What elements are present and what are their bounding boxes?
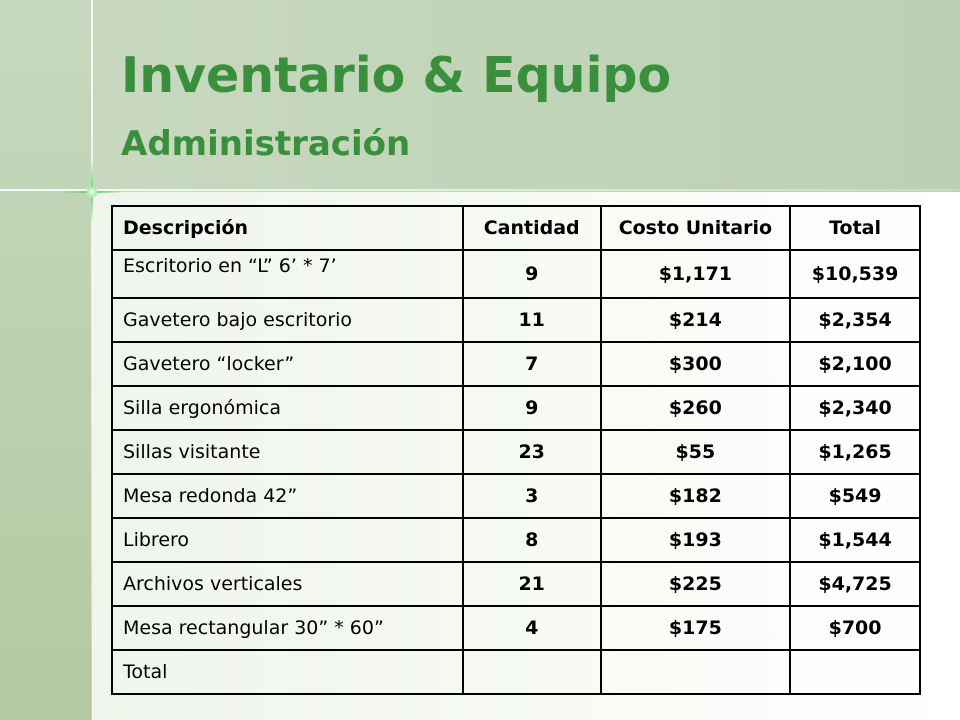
cell-total: $10,539 xyxy=(790,250,920,298)
cell-costo xyxy=(601,650,791,694)
cell-total: $2,100 xyxy=(790,342,920,386)
cell-cantidad: 8 xyxy=(463,518,601,562)
cell-costo: $55 xyxy=(601,430,791,474)
cell-costo: $225 xyxy=(601,562,791,606)
table-row xyxy=(112,474,920,518)
table-row xyxy=(112,562,920,606)
cell-descripcion: Mesa redonda 42” xyxy=(112,474,463,518)
cell-cantidad: 7 xyxy=(463,342,601,386)
table-row xyxy=(112,518,920,562)
cell-total: $1,265 xyxy=(790,430,920,474)
cell-descripcion: Gavetero “locker” xyxy=(112,342,463,386)
inventory-table xyxy=(111,205,921,695)
cell-descripcion: Sillas visitante xyxy=(112,430,463,474)
cell-costo: $175 xyxy=(601,606,791,650)
horizontal-rule xyxy=(0,189,960,191)
cell-total: $549 xyxy=(790,474,920,518)
cell-cantidad: 23 xyxy=(463,430,601,474)
cell-descripcion: Silla ergonómica xyxy=(112,386,463,430)
cell-total: $2,354 xyxy=(790,298,920,342)
cell-descripcion: Librero xyxy=(112,518,463,562)
cell-total-label: Total xyxy=(112,650,463,694)
cell-cantidad: 21 xyxy=(463,562,601,606)
cell-total: $4,725 xyxy=(790,562,920,606)
table-row xyxy=(112,342,920,386)
table-row xyxy=(112,298,920,342)
cell-total: $2,340 xyxy=(790,386,920,430)
slide-subtitle: Administración xyxy=(121,124,411,164)
header-cantidad: Cantidad xyxy=(463,206,601,250)
cell-costo: $300 xyxy=(601,342,791,386)
cell-costo: $260 xyxy=(601,386,791,430)
table-header-row xyxy=(112,206,920,250)
header-costo-unitario: Costo Unitario xyxy=(601,206,791,250)
left-band xyxy=(0,0,92,720)
cell-cantidad: 9 xyxy=(463,386,601,430)
cell-cantidad xyxy=(463,650,601,694)
header-descripcion: Descripción xyxy=(112,206,463,250)
cell-descripcion: Mesa rectangular 30” * 60” xyxy=(112,606,463,650)
table-row xyxy=(112,250,920,298)
cell-costo: $193 xyxy=(601,518,791,562)
table-row xyxy=(112,430,920,474)
table-row xyxy=(112,386,920,430)
cell-costo: $214 xyxy=(601,298,791,342)
cell-descripcion: Archivos verticales xyxy=(112,562,463,606)
table-total-row xyxy=(112,650,920,694)
cell-descripcion: Gavetero bajo escritorio xyxy=(112,298,463,342)
vertical-rule xyxy=(91,0,93,720)
cell-cantidad: 9 xyxy=(463,250,601,298)
cell-cantidad: 11 xyxy=(463,298,601,342)
cell-cantidad: 3 xyxy=(463,474,601,518)
cell-costo: $1,171 xyxy=(601,250,791,298)
cell-total xyxy=(790,650,920,694)
table-row xyxy=(112,606,920,650)
cell-total: $700 xyxy=(790,606,920,650)
cell-descripcion: Escritorio en “L” 6’ * 7’ xyxy=(112,250,463,298)
slide-title: Inventario & Equipo xyxy=(121,47,672,104)
cell-costo: $182 xyxy=(601,474,791,518)
cell-total: $1,544 xyxy=(790,518,920,562)
cell-cantidad: 4 xyxy=(463,606,601,650)
header-total: Total xyxy=(790,206,920,250)
